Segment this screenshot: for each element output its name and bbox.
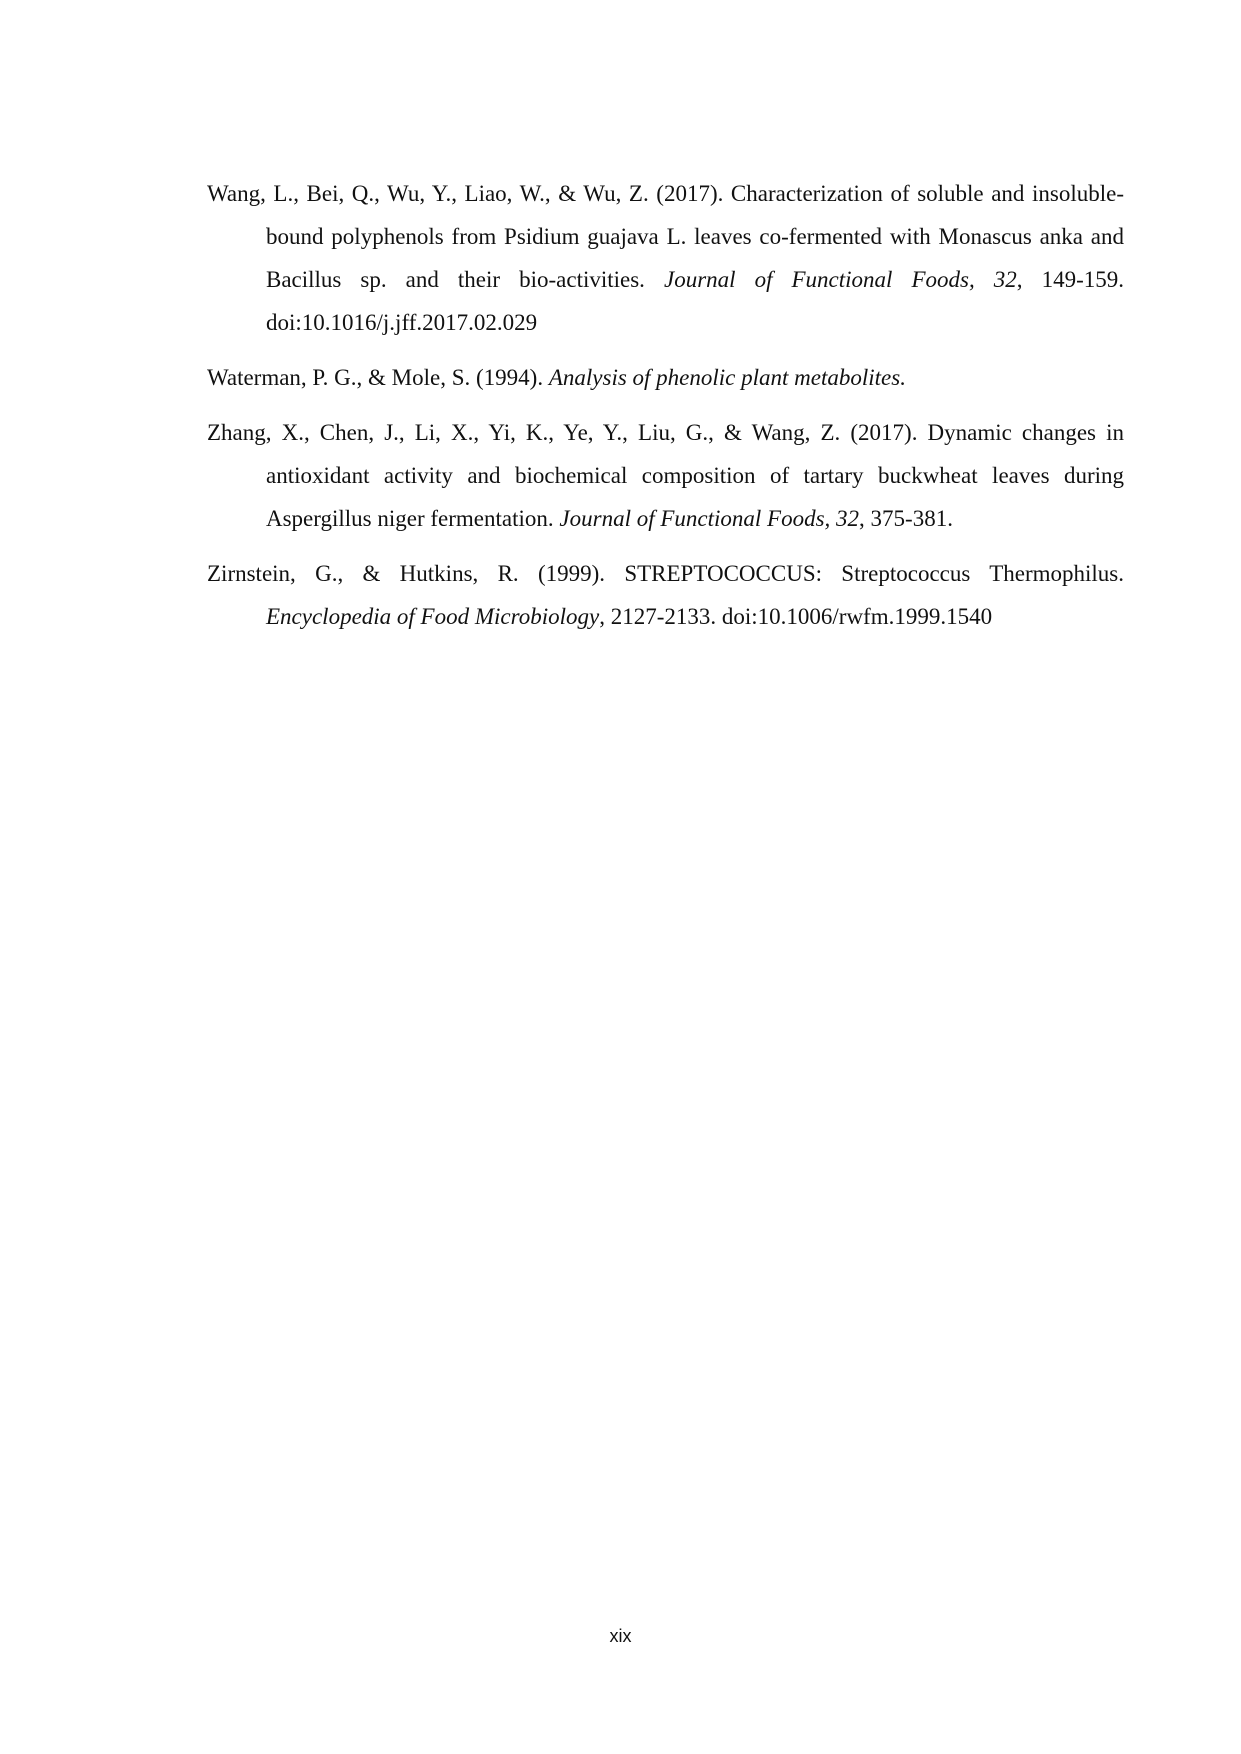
reference-journal: Journal of Functional Foods, 32	[663, 267, 1017, 292]
reference-text: Zhang, X., Chen, J., Li, X., Yi, K., Ye, Y., Liu, G., & Wang, Z. (2017). Dynamic changes in antioxidant activity and biochemical composition of tartary buckwheat leaves during Aspergillus niger fermentation.	[207, 420, 1124, 531]
reference-book-title: Analysis of phenolic plant metabolites.	[548, 365, 906, 390]
reference-pages: , 375-381.	[859, 506, 953, 531]
page-number: xix	[609, 1626, 632, 1646]
reference-entry-waterman	[207, 356, 1124, 399]
reference-text: Waterman, P. G., & Mole, S. (1994).	[207, 365, 549, 390]
reference-text: Wang, L., Bei, Q., Wu, Y., Liao, W., & Wu, Z. (2017). Characterization of soluble and insoluble-bound polyphenols from Psidium guajava L. leaves co-fermented with Monascus anka and Bacillus sp. and their bio-activities.	[207, 181, 1124, 292]
reference-list	[207, 172, 1124, 650]
reference-entry-zhang	[207, 411, 1124, 540]
reference-entry-wang	[207, 172, 1124, 344]
reference-entry-zirnstein	[207, 552, 1124, 638]
reference-encyclopedia: Encyclopedia of Food Microbiology	[266, 604, 600, 629]
reference-journal: Journal of Functional Foods, 32	[559, 506, 860, 531]
reference-text: Zirnstein, G., & Hutkins, R. (1999). STREPTOCOCCUS: Streptococcus Thermophilus.	[207, 561, 1124, 586]
reference-pages: , 149-159. doi:10.1016/j.jff.2017.02.029	[266, 267, 1124, 335]
reference-pages: , 2127-2133. doi:10.1006/rwfm.1999.1540	[599, 604, 993, 629]
